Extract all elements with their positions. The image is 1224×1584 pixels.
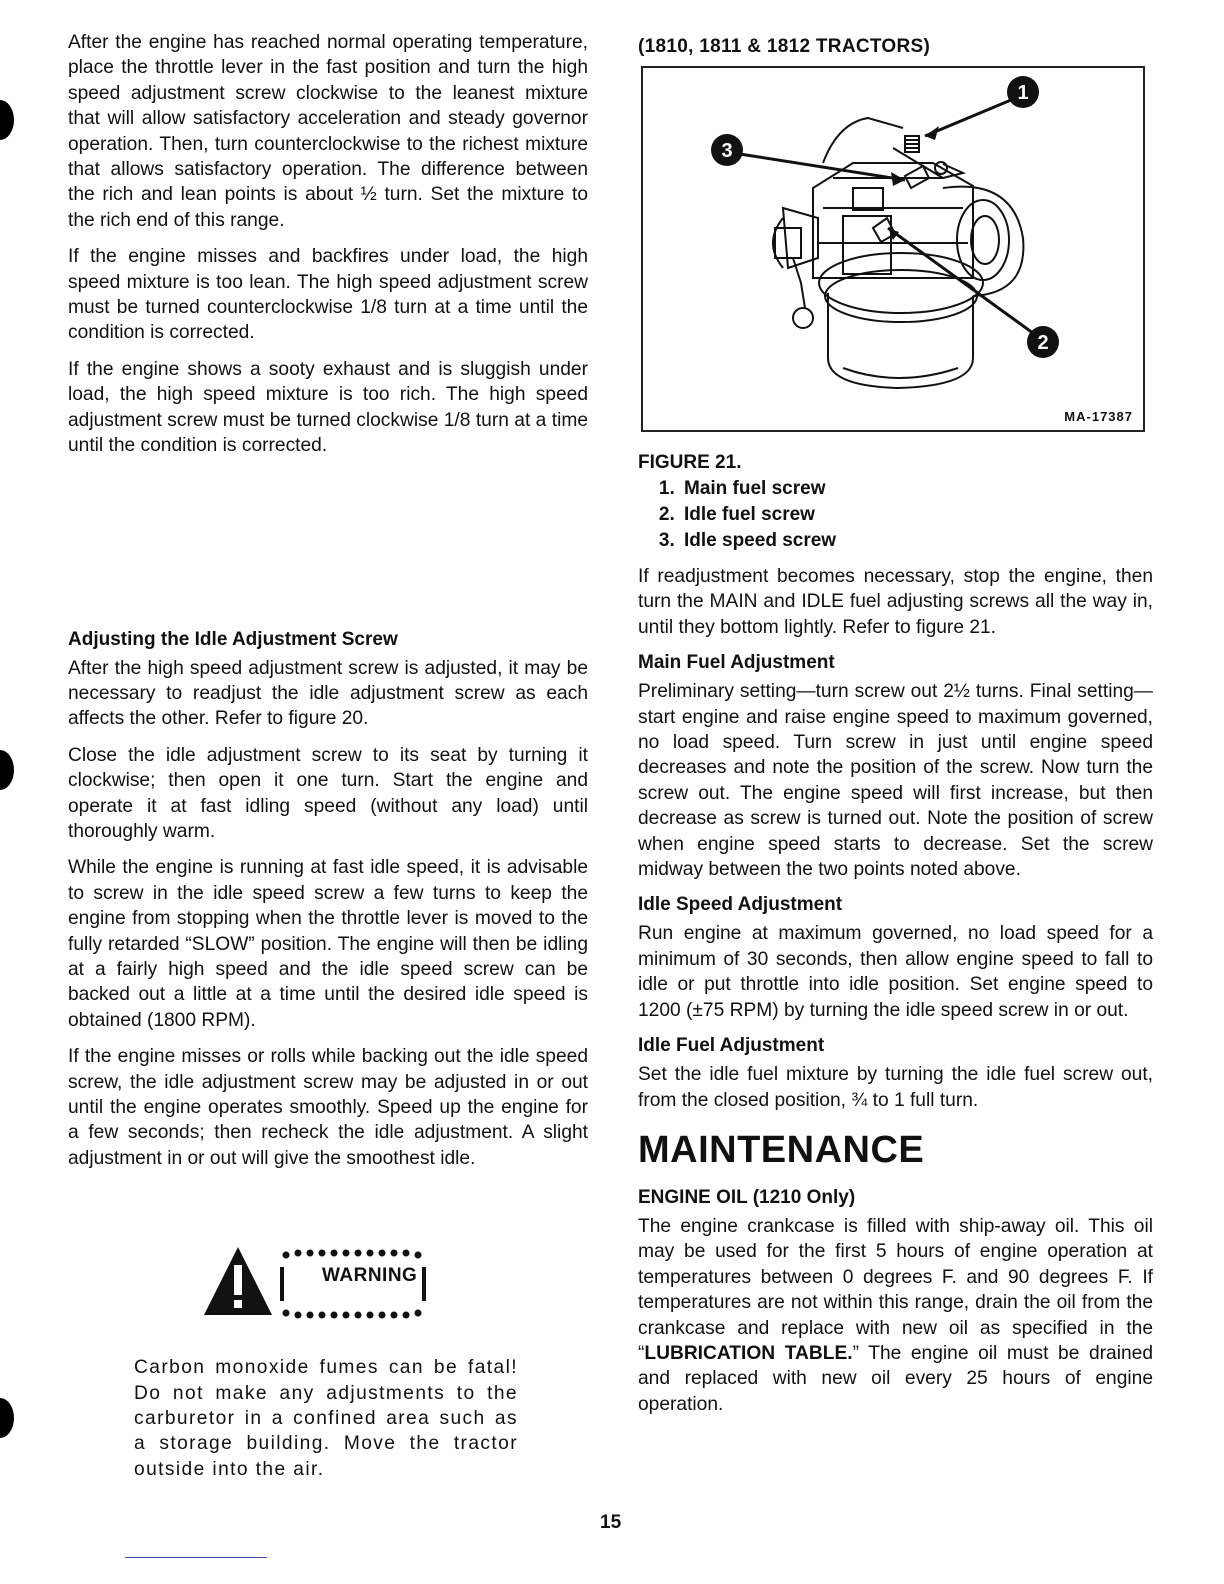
footer-rule xyxy=(125,1557,267,1558)
paragraph: Preliminary setting—turn screw out 2½ turns. Final setting—start engine and raise engine speed to maximum governed, no load speed. Turn screw in just until engine speed decreases and note the position of the screw. Now turn the screw out. The engine speed will first increase, but then decrease as screw is turned out. Note the position of screw when engine speed starts to decrease. Set the screw midway between the two points noted above. xyxy=(638,681,1153,881)
carburetor-illustration xyxy=(643,68,1143,430)
binder-hole-mark xyxy=(0,750,14,790)
page-number: 15 xyxy=(600,1512,622,1533)
main-fuel-heading: Main Fuel Adjustment xyxy=(638,652,835,674)
paragraph: If the engine misses or rolls while backing out the idle speed screw, the idle adjustment screw may be adjusted in or out until the engine operates smoothly. Speed up the engine for a few seconds; then recheck the idle adjustment. A slight adjustment in or out will give the smoothest idle. xyxy=(68,1046,588,1169)
caption-item: 2. Idle fuel screw xyxy=(680,502,1153,528)
maintenance-heading: MAINTENANCE xyxy=(638,1128,925,1171)
engine-oil-paragraph xyxy=(638,1214,1153,1417)
caption-title: FIGURE 21. xyxy=(638,452,742,473)
figure-caption xyxy=(638,450,1153,554)
blank-space xyxy=(68,470,588,628)
callout-2: 2 xyxy=(1037,332,1049,354)
paragraph: Set the idle fuel mixture by turning the idle fuel screw out, from the closed position, ¾ to 1 full turn. xyxy=(638,1064,1153,1111)
binder-hole-mark xyxy=(0,1398,14,1438)
idle-speed-heading: Idle Speed Adjustment xyxy=(638,894,843,916)
idle-fuel-heading: Idle Fuel Adjustment xyxy=(638,1035,825,1057)
figure-code: MA-17387 xyxy=(1064,409,1133,424)
warning-banner xyxy=(68,1235,588,1355)
paragraph: Run engine at maximum governed, no load speed for a minimum of 30 seconds, then allow engine speed to fall to idle or put throttle into idle position. Set engine speed to 1200 (±75 RPM) by turning the idle speed screw in or out. xyxy=(638,923,1153,1021)
idle-adjustment-heading: Adjusting the Idle Adjustment Screw xyxy=(68,628,398,650)
paragraph: If the engine misses and backfires under load, the high speed mixture is too lean. The high speed adjustment screw must be turned counterclockwise 1/8 turn at a time until the condition is corrected. xyxy=(68,246,588,344)
paragraph: After the engine has reached normal operating temperature, place the throttle lever in the fast position and turn the high speed adjustment screw clockwise to the leanest mixture that will allow satisfactory acceleration and steady governor operation. Then, turn counterclockwise to the richest mixture that allows satisfactory operation. The difference between the rich and lean points is about ½ turn. Set the mixture to the rich end of this range. xyxy=(68,32,588,231)
paragraph: While the engine is running at fast idle speed, it is advisable to screw in the idle speed screw a few turns to keep the engine from stopping when the throttle lever is moved to the fully retarded “SLOW” position. The engine will then be idling at a fairly high speed and the idle speed screw can be backed out a little at a time until the desired idle speed is obtained (1800 RPM). xyxy=(68,857,588,1031)
text-span: ” The engine oil must be drained and replaced with new oil every 25 hours of engine operation. xyxy=(638,1342,1153,1415)
caption-item: 3. Idle speed screw xyxy=(680,528,1153,554)
caption-item: 1. Main fuel screw xyxy=(680,476,1153,502)
figure-heading: (1810, 1811 & 1812 TRACTORS) xyxy=(638,36,931,57)
paragraph: If the engine shows a sooty exhaust and is sluggish under load, the high speed mixture is too rich. The high speed adjustment screw must be turned clockwise 1/8 turn at a time until the condition is corrected. xyxy=(68,358,588,457)
text-span: The engine crankcase is filled with ship-away oil. This oil may be used for the first 5 hours of engine operation at temperatures between 0 degrees F. and 90 degrees F. If temperatures are not within this range, drain the oil from the crankcase and replace with new oil as specified in the “ xyxy=(638,1215,1153,1364)
lubrication-table-ref: LUBRICATION TABLE. xyxy=(644,1342,853,1364)
warning-label: WARNING xyxy=(322,1265,418,1287)
right-column xyxy=(638,30,1153,1428)
callout-3: 3 xyxy=(721,140,733,162)
binder-hole-mark xyxy=(0,100,14,140)
engine-oil-heading: ENGINE OIL (1210 Only) xyxy=(638,1186,856,1208)
paragraph: If readjustment becomes necessary, stop the engine, then turn the MAIN and IDLE fuel adjusting screws all the way in, until they bottom lightly. Refer to figure 21. xyxy=(638,566,1153,638)
figure-21 xyxy=(641,66,1145,432)
callout-1: 1 xyxy=(1017,82,1029,104)
paragraph: Close the idle adjustment screw to its seat by turning it clockwise; then open it one turn. Start the engine and operate it at fast idling speed (without any load) until thoroughly warm. xyxy=(68,744,588,842)
warning-text: Carbon monoxide fumes can be fatal! Do not make any adjustments to the carburetor in a confined area such as a storage building. Move the tractor outside into the air. xyxy=(134,1357,518,1480)
paragraph: After the high speed adjustment screw is adjusted, it may be necessary to readjust the idle adjustment screw as each affects the other. Refer to figure 20. xyxy=(68,657,588,730)
left-column xyxy=(68,30,588,1493)
